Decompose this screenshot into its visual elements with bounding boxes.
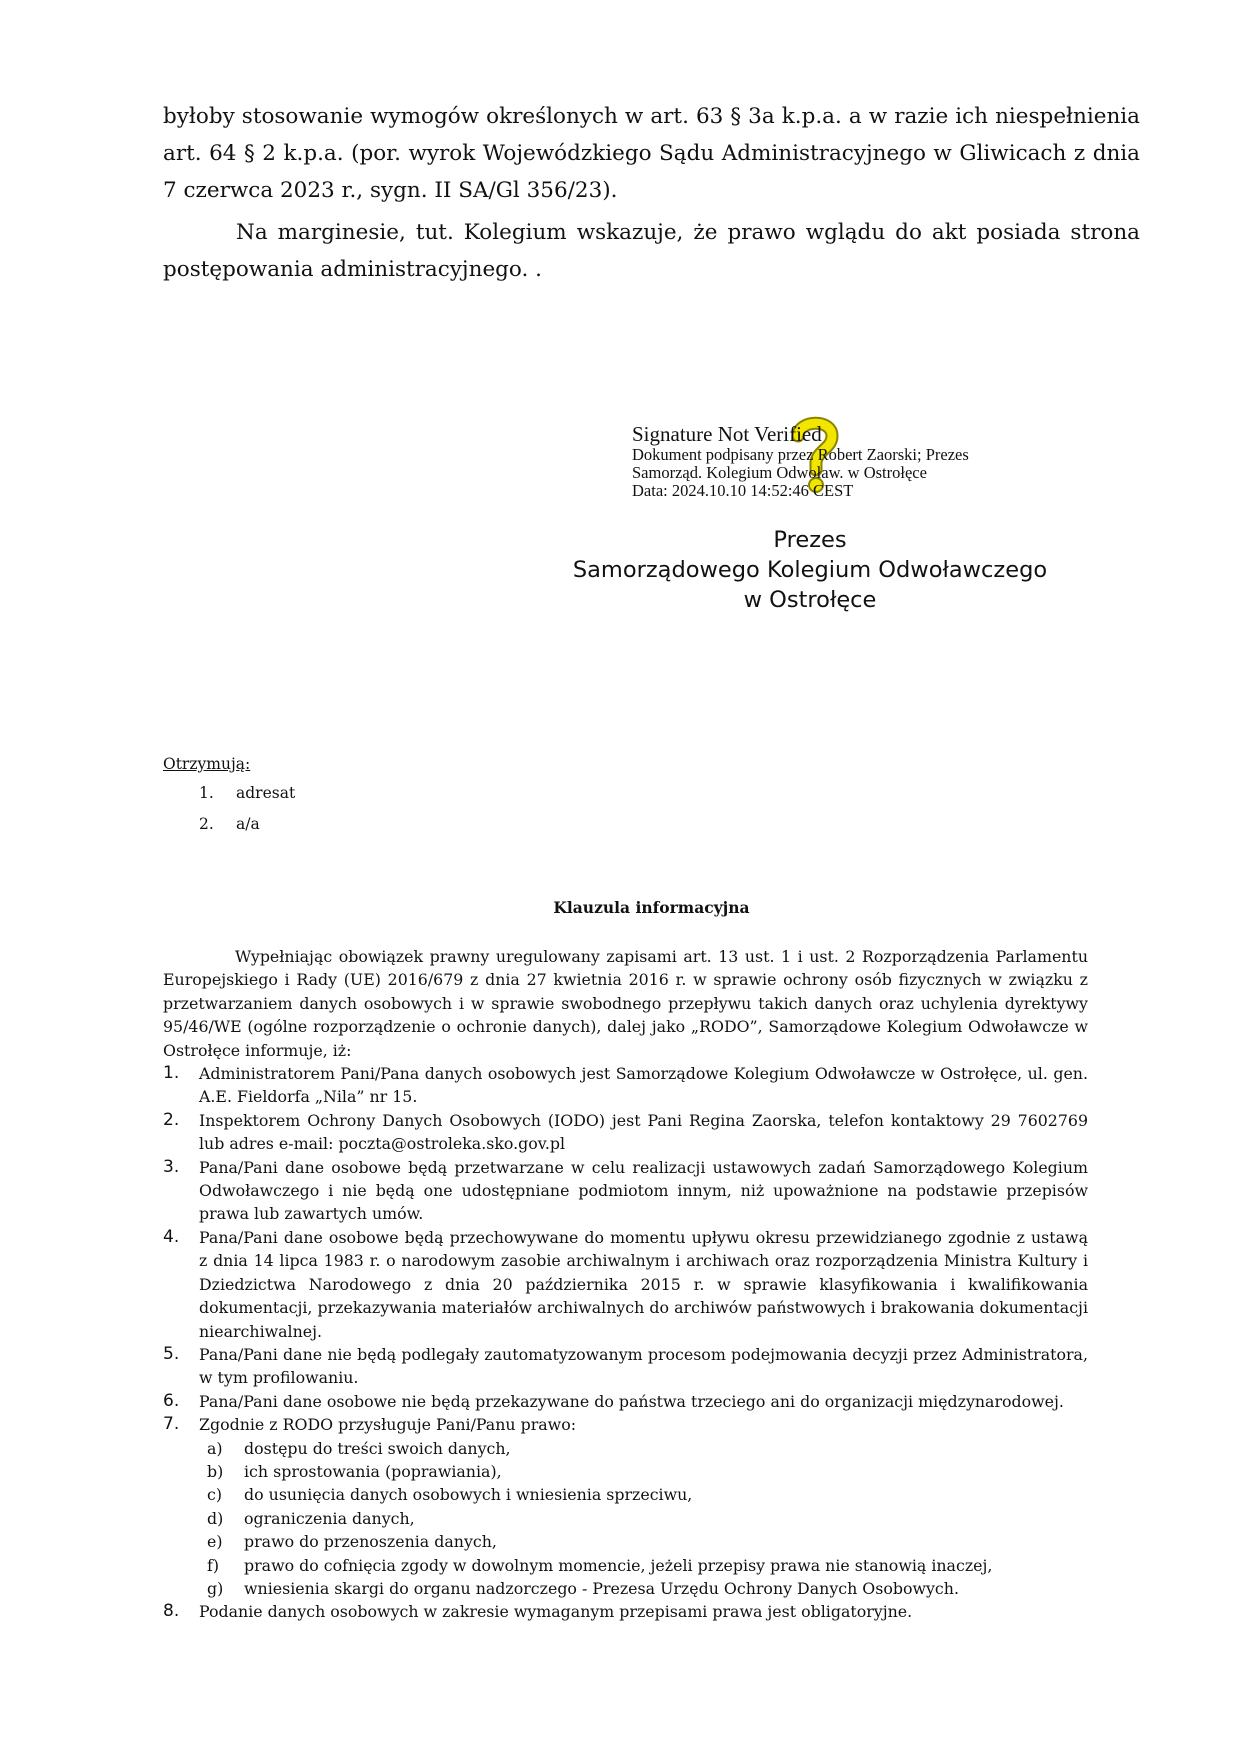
recipients-list (163, 784, 463, 846)
clause-item-text: Pana/Pani dane nie będą podlegały zautomatyzowanym procesom podejmowania decyzji przez Administratora, w tym profilowaniu. (199, 1344, 1088, 1388)
clause-item (163, 1600, 1088, 1623)
recipient-item (163, 784, 463, 815)
rights-text: prawo do przenoszenia danych, (244, 1532, 497, 1552)
rights-item (163, 1483, 1088, 1506)
clause-item-number: 1. (163, 1063, 180, 1084)
signature-organization: Samorząd. Kolegium Odwoław. w Ostrołęce (632, 463, 927, 482)
recipient-number: 1. (199, 784, 214, 802)
clause-item-number: 5. (163, 1343, 180, 1364)
rights-letter: e) (207, 1532, 223, 1552)
signature-block (632, 422, 1112, 500)
recipient-number: 2. (199, 815, 214, 833)
rights-item (163, 1577, 1088, 1600)
clause-item-number: 8. (163, 1601, 180, 1622)
rights-text: wniesienia skargi do organu nadzorczego - Prezesa Urzędu Ochrony Danych Osobowych. (244, 1578, 959, 1598)
signatory-line-1: Prezes (773, 527, 847, 553)
clause-item-text: Pana/Pani dane osobowe będą przetwarzane w celu realizacji ustawowych zadań Samorządowego Kolegium Odwoławczego i nie będą one udostępniane podmiotom innym, niż upoważnione na podstawie przepisów prawa lub zawartych umów. (199, 1157, 1088, 1224)
clause-item (163, 1062, 1088, 1109)
rights-item (163, 1530, 1088, 1553)
clause-item-text: Inspektorem Ochrony Danych Osobowych (IODO) jest Pani Regina Zaorska, telefon kontaktowy 29 7602769 lub adres e-mail: poczta@ostroleka.sko.gov.pl (199, 1110, 1088, 1154)
recipients-title: Otrzymują: (163, 755, 251, 773)
clause-item-number: 6. (163, 1390, 180, 1411)
rights-letter: c) (207, 1485, 223, 1505)
clause-item (163, 1390, 1088, 1413)
clause-item-text: Administratorem Pani/Pana danych osobowych jest Samorządowe Kolegium Odwoławcze w Ostrołęce, ul. gen. A.E. Fieldorfa „Nila” nr 15. (199, 1064, 1088, 1107)
signatory-line-2: Samorządowego Kolegium Odwoławczego (572, 557, 1048, 583)
clause-item-number: 7. (163, 1414, 180, 1435)
rights-item (163, 1554, 1088, 1577)
body-paragraph-1: byłoby stosowanie wymogów określonych w art. 63 § 3a k.p.a. a w razie ich niespełnienia art. 64 § 2 k.p.a. (por. wyrok Wojewódzkiego Sądu Administracyjnego w Gliwicach z dnia 7 czerwca 2023 r., sygn. II SA/Gl 356/23). (163, 104, 1140, 203)
clause-item-text: Podanie danych osobowych w zakresie wymaganym przepisami prawa jest obligatoryjne. (199, 1602, 913, 1622)
rights-text: do usunięcia danych osobowych i wniesienia sprzeciwu, (244, 1485, 693, 1505)
signature-date: Data: 2024.10.10 14:52:46 CEST (632, 481, 854, 500)
signatory-line-3: w Ostrołęce (743, 587, 877, 613)
recipient-text: adresat (236, 784, 296, 802)
rights-letter: d) (207, 1508, 224, 1528)
rights-text: prawo do cofnięcia zgody w dowolnym momencie, jeżeli przepisy prawa nie stanowią inaczej, (244, 1555, 993, 1575)
rights-letter: b) (207, 1461, 224, 1481)
clause-item-number: 3. (163, 1156, 180, 1177)
signature-title: Signature Not Verified (632, 422, 822, 446)
clause-item-text: Pana/Pani dane osobowe nie będą przekazywane do państwa trzeciego ani do organizacji międzynarodowej. (199, 1391, 1064, 1411)
signature-signer: Dokument podpisany przez Robert Zaorski; Prezes (632, 445, 969, 464)
clause-item (163, 1226, 1088, 1343)
clause-item-number: 2. (163, 1109, 180, 1130)
clause-item (163, 1156, 1088, 1226)
rights-letter: g) (207, 1578, 224, 1598)
clause-intro: Wypełniając obowiązek prawny uregulowany zapisami art. 13 ust. 1 i ust. 2 Rozporządzenia Parlamentu Europejskiego i Rady (UE) 2016/679 z dnia 27 kwietnia 2016 r. w sprawie ochrony osób fizycznych w związku z przetwarzaniem danych osobowych i w sprawie swobodnego przepływu takich danych oraz uchylenia dyrektywy 95/46/WE (ogólne rozporządzenie o ochronie danych), dalej jako „RODO”, Samorządowe Kolegium Odwoławcze w Ostrołęce informuje, iż: (163, 947, 1088, 1060)
signatory-title (560, 525, 1060, 615)
body-paragraph-2: Na marginesie, tut. Kolegium wskazuje, że prawo wglądu do akt posiada strona postępowania administracyjnego. . (163, 220, 1140, 282)
clause-title: Klauzula informacyjna (553, 898, 750, 917)
clause-item-number: 4. (163, 1226, 180, 1247)
rights-text: ich sprostowania (poprawiania), (244, 1461, 502, 1481)
rights-item (163, 1460, 1088, 1483)
clause-item (163, 1343, 1088, 1390)
clause-item-text: Pana/Pani dane osobowe będą przechowywane do momentu upływu okresu przewidzianego zgodnie z ustawą z dnia 14 lipca 1983 r. o narodowym zasobie archiwalnym i archiwach oraz rozporządzenia Ministra Kultury i Dziedzictwa Narodowego z dnia 20 października 2015 r. w sprawie klasyfikowania i kwalifikowania dokumentacji, przekazywania materiałów archiwalnych do archiwów państwowych i brakowania dokumentacji niearchiwalnej. (199, 1227, 1088, 1341)
rights-letter: a) (207, 1438, 223, 1458)
rights-text: dostępu do treści swoich danych, (244, 1438, 511, 1458)
clause-item (163, 1413, 1088, 1436)
clause-item-text: Zgodnie z RODO przysługuje Pani/Panu prawo: (199, 1415, 577, 1435)
recipient-text: a/a (236, 815, 260, 833)
rights-item (163, 1437, 1088, 1460)
rights-letter: f) (207, 1555, 220, 1575)
clause-item (163, 1109, 1088, 1156)
recipient-item (163, 815, 463, 846)
rights-item (163, 1507, 1088, 1530)
rights-text: ograniczenia danych, (244, 1508, 415, 1528)
clause-body (163, 945, 1088, 1624)
